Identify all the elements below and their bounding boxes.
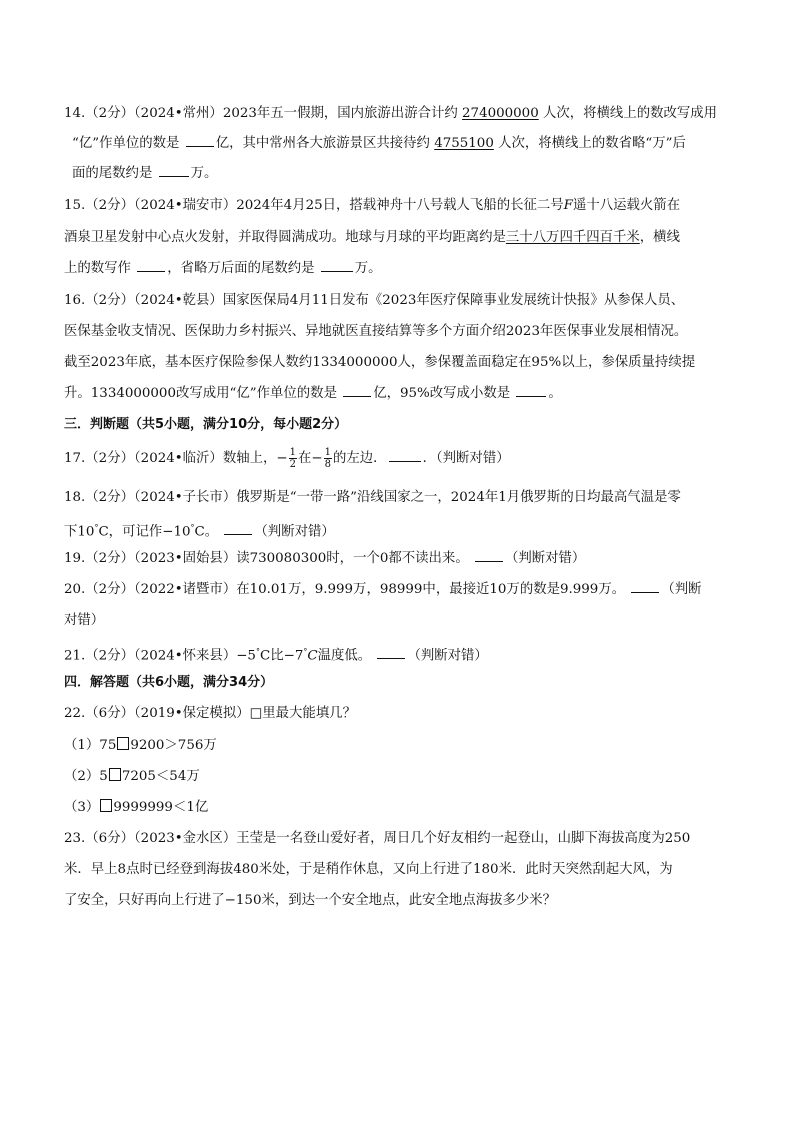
q22-item-3 (64, 798, 734, 818)
q19-text: （判断对错） (504, 551, 586, 566)
degree-symbol: ° (190, 523, 195, 532)
q20-line-1 (64, 580, 734, 600)
q22-text: （1）75 (64, 738, 117, 753)
q23-line-2: 米．早上8点时已经登到海拔480米处，于是稍作休息，又向上行进了180米．此时天突然刮起大风，为 (64, 862, 673, 877)
q14-underlined-number-2: 4755100 (434, 136, 494, 151)
q17-text: 在 (298, 451, 312, 466)
q14-text: “亿”作单位的数是 (72, 136, 184, 151)
q17-text: 的左边． (333, 451, 387, 466)
q17-text: 17.（2分）（2024•临沂）数轴上， (64, 451, 277, 466)
q16-text: 截至2023年底，基本医疗保险参保人数约1334000000人，参保覆盖面稳定在95%以上，参保质量持续提 (64, 355, 696, 370)
q16-text: 医保基金收支情况、医保助力乡村振兴、异地就医直接结算等多个方面介绍2023年医保事业发展相情况。 (64, 324, 688, 339)
q14-text: 人次，将横线上的数改写成用 (538, 106, 718, 121)
answer-blank[interactable] (343, 384, 371, 397)
fraction-one-eighth (324, 447, 332, 470)
q22-text: 9200＞756万 (130, 738, 217, 753)
q16-line-4 (64, 384, 734, 404)
q17-text: ．（判断对错） (422, 451, 510, 466)
q19-line (64, 549, 734, 569)
denominator: 8 (324, 459, 331, 470)
numerator: 1 (289, 447, 296, 458)
q15-text: 酒泉卫星发射中心点火发射，并取得圆满成功。地球与月球的平均距离约是 (64, 230, 506, 245)
q18-text: 下10 (64, 524, 95, 540)
q15-underlined-distance: 三十八万四千四百千米 (505, 230, 640, 245)
q15-text: 15.（2分）（2024•瑞安市）2024年4月25日，搭载神舟十八号载人飞船的长征二号 (64, 198, 564, 213)
q22-item-1 (64, 736, 734, 756)
degree-symbol: ° (255, 647, 260, 656)
section-heading-judgement: 三．判断题（共5小题，满分10分，每小题2分） (64, 417, 348, 432)
answer-blank[interactable] (224, 522, 252, 535)
denominator: 2 (289, 459, 296, 470)
section-heading-solutions: 四．解答题（共6小题，满分34分） (64, 675, 274, 690)
q14-text: 亿，其中常州各大旅游景区共接待约 (215, 136, 435, 151)
answer-blank[interactable] (631, 580, 659, 593)
minus-sign: − (276, 451, 288, 466)
answer-blank[interactable] (475, 549, 503, 562)
q15-line-1 (64, 196, 734, 216)
q22-text: 7205＜54万 (121, 769, 200, 784)
q21-text: （判断对错） (407, 648, 488, 664)
q15-line-2 (64, 228, 734, 248)
q14-line-2 (72, 134, 734, 154)
q15-text: 遥十八运载火箭在 (572, 198, 681, 213)
q18-text: C。 (194, 524, 219, 540)
answer-blank[interactable] (159, 164, 189, 177)
q23-line-1: 23.（6分）（2023•金水区）王莹是一名登山爱好者，周日几个好友相约一起登山，山脚下海拔高度为250 (64, 831, 691, 846)
blank-box[interactable] (109, 768, 121, 781)
degree-symbol: ° (94, 523, 99, 532)
q15-text: ，横线 (639, 230, 680, 245)
q18-text: C，可记作−10 (98, 524, 191, 540)
blank-box[interactable] (100, 799, 112, 812)
q20-line-2 (64, 611, 734, 631)
q16-text: 。 (548, 386, 562, 401)
q16-text: 16.（2分）（2024•乾县）国家医保局4月11日发布《2023年医疗保障事业发展统计快报》从参保人员、 (64, 293, 685, 308)
answer-blank[interactable] (377, 646, 405, 659)
q22-title: 22.（6分）（2019•保定模拟）□里最大能填几？ (64, 706, 356, 721)
answer-blank[interactable] (186, 134, 214, 147)
q14-text: 14.（2分）（2024•常州）2023年五一假期，国内旅游出游合计约 (64, 106, 463, 121)
q14-underlined-number-1: 274000000 (462, 106, 539, 121)
q18-line-1 (64, 488, 734, 508)
q14-line-3 (72, 164, 734, 184)
q18-line-2 (64, 518, 734, 542)
numerator: 1 (324, 447, 331, 458)
q16-line-1 (64, 291, 734, 311)
q20-text: （判断 (661, 582, 702, 597)
q18-text: （判断对错） (254, 524, 335, 540)
q17-line (64, 446, 734, 472)
q15-text: ，省略万后面的尾数约是 (167, 261, 319, 276)
fraction-one-half (289, 447, 297, 470)
q21-text: 温度低。 (317, 648, 372, 664)
minus-sign: − (311, 451, 323, 466)
q16-line-2 (64, 322, 734, 342)
q21-line (64, 642, 734, 666)
degree-symbol: ° (303, 647, 308, 656)
q22-text: （3） (64, 800, 100, 815)
q15-text: 上的数写作 (64, 261, 136, 276)
q22-item-2 (64, 767, 734, 787)
q21-text: C比−7 (259, 648, 304, 664)
blank-box[interactable] (117, 737, 129, 750)
q15-line-3 (64, 259, 734, 279)
q18-text: 18.（2分）（2024•子长市）俄罗斯是“一带一路”沿线国家之一，2024年1月俄罗斯的日均最高气温是零 (64, 490, 681, 505)
q14-line-1 (64, 104, 734, 124)
q16-line-3 (64, 353, 734, 373)
q15-text: 万。 (354, 261, 382, 276)
q22-text: 9999999＜1亿 (113, 800, 209, 815)
q19-text: 19.（2分）（2023•固始县）读730080300时，一个0都不读出来。 (64, 551, 469, 566)
q21-italic-c: C (307, 648, 318, 664)
answer-blank[interactable] (137, 259, 165, 272)
q16-text: 升。1334000000改写成用“亿”作单位的数是 (64, 386, 342, 401)
q21-text: 21.（2分）（2024•怀来县）−5 (64, 648, 256, 664)
q14-text: 人次，将横线上的数省略“万”后 (493, 136, 686, 151)
answer-blank[interactable] (389, 449, 421, 462)
q14-text: 万。 (190, 166, 218, 181)
q20-text: 对错） (64, 613, 105, 628)
q23-line-3: 了安全，只好再向上行进了−150米，到达一个安全地点，此安全地点海拔多少米？ (64, 893, 557, 908)
answer-blank[interactable] (321, 259, 353, 272)
q22-text: （2）5 (64, 769, 108, 784)
q20-text: 20.（2分）（2022•诸暨市）在10.01万，9.999万，98999中，最接近10万的数是9.999万。 (64, 582, 626, 597)
q16-text: 亿，95%改写成小数是 (373, 386, 515, 401)
q15-italic-f: F (563, 198, 573, 213)
answer-blank[interactable] (516, 384, 546, 397)
q14-text: 面的尾数约是 (72, 166, 157, 181)
